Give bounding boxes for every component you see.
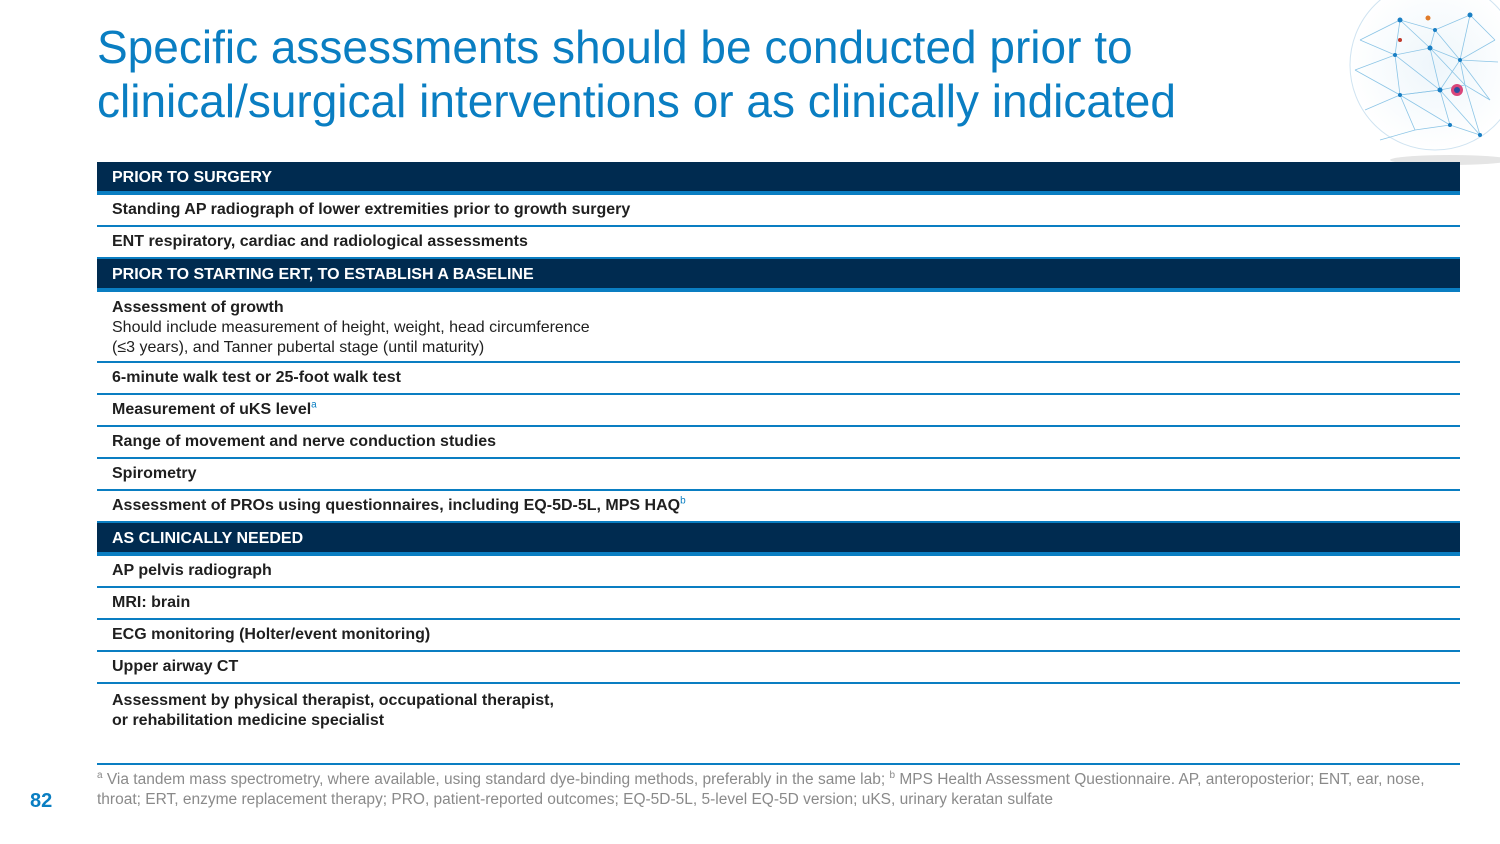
row-text: Range of movement and nerve conduction studies [112,433,497,450]
row-text-line2: or rehabilitation medicine specialist [112,712,385,729]
table-row [97,459,1460,491]
row-text: Spirometry [112,465,197,482]
network-globe-graphic [1340,0,1500,170]
row-text-with-footnote [112,497,1445,515]
page-number: 82 [30,790,53,812]
table-row [97,556,1460,588]
row-text-with-footnote [112,401,1445,419]
footnote-marker: a [311,399,317,411]
row-text: Assessment by physical therapist, occupational therapist, [112,692,554,709]
table-row [97,588,1460,620]
footnote-marker: b [680,495,686,507]
footnote-text-a: Via tandem mass spectrometry, where available, using standard dye-binding methods, preferably in the same lab; [102,771,890,788]
section-header-label: PRIOR TO STARTING ERT, TO ESTABLISH A BASELINE [112,265,534,283]
footnote-text-b: MPS Health Assessment Questionnaire. AP, anteroposterior; ENT, ear, nose, throat; ERT, enzyme replacement therapy; PRO, patient-reported outcomes; EQ-5D-5L, 5-level EQ-5D version; uKS, urinary keratan sulfate [97,771,1425,808]
row-text: MRI: brain [112,594,191,611]
table-row [97,491,1460,523]
slide-title: Specific assessments should be conducted prior to clinical/surgical interventions or as clinically indicated [97,21,1176,127]
table-row [97,652,1460,684]
table-row [97,620,1460,652]
section-header-as-clinically-needed [97,523,1460,556]
row-text: AP pelvis radiograph [112,562,272,579]
row-text: ECG monitoring (Holter/event monitoring) [112,626,431,643]
section-header-label: AS CLINICALLY NEEDED [112,529,304,547]
table-row [97,195,1460,227]
row-text: Standing AP radiograph of lower extremities prior to growth surgery [112,201,631,218]
table-row [97,684,1460,765]
section-header-label: PRIOR TO SURGERY [112,168,273,186]
row-text: Assessment of PROs using questionnaires, including EQ-5D-5L, MPS HAQ [112,497,681,514]
table-row [97,227,1460,259]
section-header-prior-to-surgery [97,162,1460,195]
table-row [97,292,1460,363]
row-text: 6-minute walk test or 25-foot walk test [112,369,401,386]
footnote [97,770,1462,810]
footnote-marker-a: a [97,769,103,781]
row-text: Measurement of uKS level [112,401,312,418]
assessment-table [97,162,1460,765]
row-subtext: (≤3 years), and Tanner pubertal stage (until maturity) [112,339,485,356]
row-subtext: Should include measurement of height, weight, head circumference [112,319,590,336]
table-row [97,427,1460,459]
footnote-marker-b: b [889,769,896,781]
row-text: ENT respiratory, cardiac and radiological assessments [112,233,528,250]
table-row [97,363,1460,395]
table-row [97,395,1460,427]
section-header-prior-to-ert [97,259,1460,292]
row-text: Upper airway CT [112,658,239,675]
row-text: Assessment of growth [112,299,284,316]
